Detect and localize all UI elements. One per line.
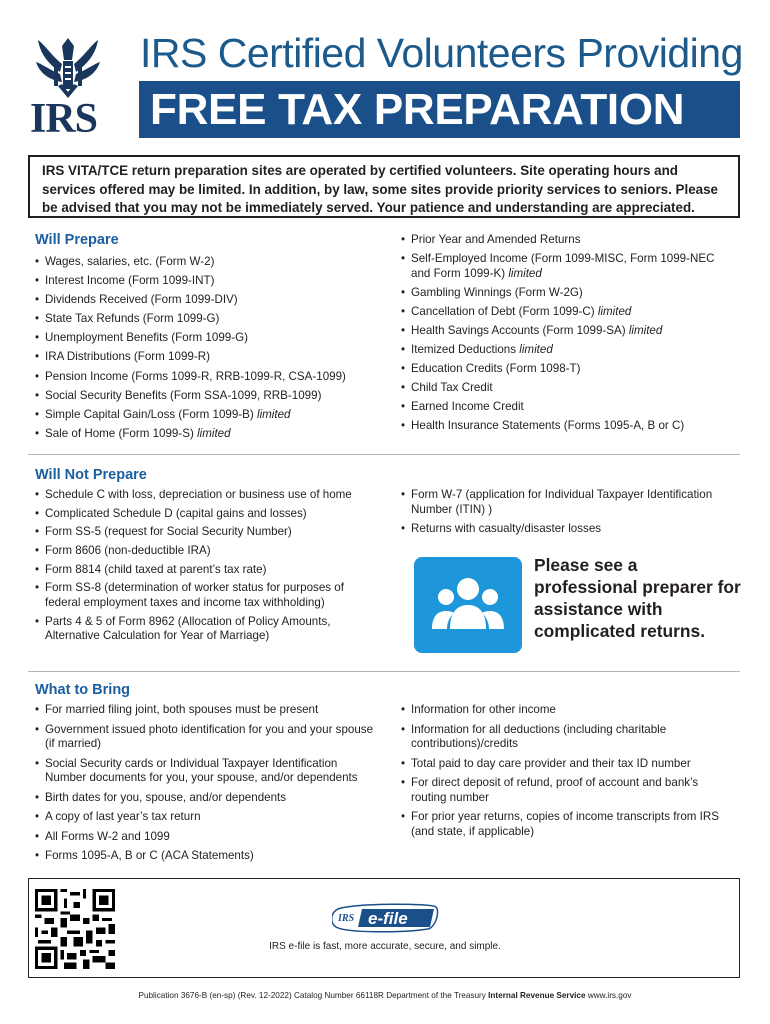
list-item [401, 776, 731, 805]
list-item [401, 233, 731, 248]
list-item [401, 723, 731, 752]
list-item [401, 400, 731, 415]
efile-footer-box [28, 878, 740, 978]
list-item-text: Sale of Home (Form 1099-S) [45, 426, 198, 440]
irs-logo [28, 34, 108, 142]
list-item-text: Earned Income Credit [411, 400, 524, 414]
list-item-text: Simple Capital Gain/Loss (Form 1099-B) [45, 407, 257, 421]
list-item [35, 255, 380, 270]
list-item-text: Information for all deductions (including charitable contributions)/credits [411, 722, 667, 750]
list-item [35, 849, 380, 864]
list-item [401, 381, 731, 396]
list-item [35, 507, 380, 522]
list-item-text: For married filing joint, both spouses must be present [45, 703, 319, 716]
will-prepare-right-list [401, 233, 731, 434]
title-line: IRS Certified Volunteers Providing [140, 30, 743, 76]
irs-eagle-icon [32, 34, 104, 100]
list-item-text: Form SS-5 (request for Social Security Number) [45, 525, 292, 539]
publication-info: Publication 3676-B (en-sp) (Rev. 12-2022) Catalog Number 66118R Department of the Treasury [138, 991, 489, 1000]
list-item [35, 350, 380, 365]
qr-code-icon[interactable] [35, 889, 115, 969]
efile-logo [332, 903, 440, 933]
list-item-text: Health Savings Accounts (Form 1099-SA) [411, 323, 629, 337]
list-item-text: Cancellation of Debt (Form 1099-C) [411, 304, 598, 318]
list-item [35, 488, 380, 503]
list-item [35, 408, 380, 423]
website-link[interactable]: www.irs.gov [585, 991, 632, 1000]
list-item-text: For direct deposit of refund, proof of account and bank’s routing number [411, 776, 699, 804]
list-item [401, 419, 731, 434]
list-item [401, 488, 731, 517]
header [28, 28, 743, 142]
list-item [35, 810, 380, 825]
list-item [35, 389, 380, 404]
list-item [401, 252, 731, 281]
list-item-text: Form 8606 (non-deductible IRA) [45, 544, 211, 558]
efile-logo-prefix: IRS [338, 913, 355, 924]
list-item [35, 293, 380, 308]
list-item-text: Government issued photo identification for you and your spouse (if married) [45, 722, 374, 750]
list-item [35, 757, 380, 786]
will-not-prepare-heading: Will Not Prepare [35, 467, 147, 483]
what-to-bring-heading: What to Bring [35, 682, 131, 698]
list-item [35, 830, 380, 845]
list-item [35, 615, 380, 644]
list-item-text: Self-Employed Income (Form 1099-MISC, Form 1099-NEC and Form 1099-K) [411, 252, 715, 280]
list-item [35, 581, 380, 610]
limited-note: limited [508, 266, 542, 280]
list-item-text: Prior Year and Amended Returns [411, 233, 581, 246]
limited-note: limited [197, 426, 231, 440]
list-item-text: Education Credits (Form 1098-T) [411, 362, 581, 376]
list-item-text: IRA Distributions (Form 1099-R) [45, 350, 210, 364]
list-item [35, 703, 380, 718]
list-item [35, 370, 380, 385]
list-item-text: Total paid to day care provider and their tax ID number [411, 756, 691, 770]
list-item-text: Pension Income (Forms 1099-R, RRB-1099-R, CSA-1099) [45, 369, 346, 383]
list-item [35, 563, 380, 578]
limited-note: limited [597, 304, 632, 318]
list-item [35, 427, 380, 442]
list-item [401, 522, 731, 537]
list-item-text: Forms 1095-A, B or C (ACA Statements) [45, 849, 254, 862]
list-item [35, 331, 380, 346]
list-item [35, 723, 380, 752]
list-item-text: Social Security cards or Individual Taxpayer Identification Number documents for you, your spouse, and/or dependents [45, 756, 358, 784]
list-item-text: Wages, salaries, etc. (Form W-2) [45, 255, 215, 268]
list-item-text: Schedule C with loss, depreciation or business use of home [45, 488, 352, 501]
list-item [35, 312, 380, 327]
people-group-icon [414, 557, 522, 653]
list-item-text: Parts 4 & 5 of Form 8962 (Allocation of Policy Amounts, Alternative Calculation for Year of Marriage) [45, 614, 331, 643]
will-prepare-heading: Will Prepare [35, 232, 119, 248]
list-item-text: Complicated Schedule D (capital gains and losses) [45, 506, 307, 520]
list-item-text: Gambling Winnings (Form W-2G) [411, 285, 583, 299]
people-icon-graphic [414, 557, 522, 653]
list-item [401, 324, 731, 339]
list-item [401, 362, 731, 377]
list-item [401, 286, 731, 301]
notice-box: IRS VITA/TCE return preparation sites are operated by certified volunteers. Site operating hours and services offered may be limited. In addition, by law, some sites provide priority services to seniors. Please be advised that you may not be immediately served. Your patience and understanding are appreciated. [28, 155, 740, 218]
list-item [401, 703, 731, 718]
irs-logo-text: IRS [30, 96, 98, 142]
list-item [401, 757, 731, 772]
list-item-text: For prior year returns, copies of income transcripts from IRS (and state, if applicable) [411, 810, 719, 838]
will-not-prepare-left-list [35, 488, 380, 644]
will-prepare-left-list [35, 255, 380, 441]
list-item-text: Form SS-8 (determination of worker status for purposes of federal employment taxes and income tax withholding) [45, 581, 344, 609]
list-item [35, 525, 380, 540]
list-item [35, 274, 380, 289]
list-item-text: Child Tax Credit [411, 381, 493, 395]
list-item-text: Returns with casualty/disaster losses [411, 522, 602, 535]
what-to-bring-left-list [35, 703, 380, 864]
list-item-text: Unemployment Benefits (Form 1099-G) [45, 331, 248, 345]
publication-line [0, 991, 770, 1000]
list-item [35, 544, 380, 559]
will-not-prepare-right-list [401, 488, 731, 537]
list-item-text: Interest Income (Form 1099-INT) [45, 274, 215, 288]
list-item-text: Form 8814 (child taxed at parent’s tax rate) [45, 562, 267, 576]
limited-note: limited [519, 342, 553, 356]
list-item-text: Social Security Benefits (Form SSA-1099, RRB-1099) [45, 388, 322, 402]
list-item [401, 810, 731, 839]
list-item-text: Form W-7 (application for Individual Taxpayer Identification Number (ITIN) ) [411, 488, 713, 516]
limited-note: limited [628, 323, 663, 337]
agency-name: Internal Revenue Service [488, 991, 586, 1000]
list-item-text: Birth dates for you, spouse, and/or dependents [45, 790, 287, 804]
list-item-text: Health Insurance Statements (Forms 1095-A, B or C) [411, 419, 685, 433]
list-item-text: Information for other income [411, 703, 556, 716]
list-item-text: Itemized Deductions [411, 342, 520, 356]
list-item-text: Dividends Received (Form 1099-DIV) [45, 293, 238, 307]
limited-note: limited [257, 407, 291, 421]
list-item [401, 305, 731, 320]
title-bar-text: FREE TAX PREPARATION [150, 85, 685, 134]
efile-tagline: IRS e-file is fast, more accurate, secure, and simple. [269, 941, 501, 952]
list-item [401, 343, 731, 358]
efile-logo-wordmark: e-file [368, 909, 408, 928]
divider [28, 671, 740, 672]
what-to-bring-right-list [401, 703, 731, 839]
list-item-text: All Forms W-2 and 1099 [45, 829, 170, 843]
title-bar [139, 81, 740, 138]
list-item [35, 791, 380, 806]
list-item-text: State Tax Refunds (Form 1099-G) [45, 312, 220, 326]
list-item-text: A copy of last year’s tax return [45, 810, 201, 823]
callout-text: Please see a professional preparer for assistance with complicated returns. [534, 555, 741, 641]
divider [28, 454, 740, 455]
